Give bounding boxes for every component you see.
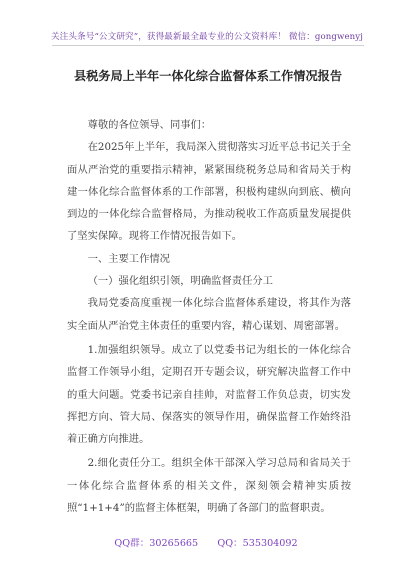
paragraph-overview: 我局党委高度重视一体化综合监督体系建设，将其作为落实全面从严治党主体责任的重要内容，精心谋划、周密部署。 xyxy=(67,297,351,332)
header-notice: 关注头条号“公文研究”，获得最新最全最专业的公文资料库！ 微信：gongwenyj xyxy=(50,32,364,42)
paragraph-item-2: 2.细化责任分工。组织全体干部深入学习总局和省局关于一体化综合监督体系的相关文件，深刻领会精神实质按照“1+1+4”的监督主体框架，明确了各部门的监督职责。 xyxy=(67,457,351,515)
greeting: 尊敬的各位领导、同事们： xyxy=(87,119,212,131)
header-divider xyxy=(52,45,364,46)
paragraph-item-1: 1.加强组织领导。成立了以党委书记为组长的一体化综合监督工作领导小组，定期召开专题会议，研究解决监督工作中的重大问题。党委书记亲自挂帅，对监督工作负总责，切实发挥把方向、管大局、保落实的领导作用，确保监督工作始终沿着正确方向推进。 xyxy=(67,343,351,446)
document-title: 县税务局上半年一体化综合监督体系工作情况报告 xyxy=(73,69,343,83)
document-body xyxy=(67,114,351,519)
subsection-heading: （一）强化组织引领，明确监督责任分工 xyxy=(87,275,273,288)
footer-contact: QQ群：30265665 QQ：535304092 xyxy=(114,538,298,549)
paragraph-intro: 在2025年上半年，我局深入贯彻落实习近平总书记关于全面从严治党的重要指示精神，紧紧围绕税务总局和省局关于构建一体化综合监督体系的工作部署，积极构建纵向到底、横向到边的一体化综合监督格局，为推动税收工作高质量发展提供了坚实保障。现将工作情况报告如下。 xyxy=(67,141,351,243)
section-heading: 一、主要工作情况 xyxy=(87,252,170,265)
